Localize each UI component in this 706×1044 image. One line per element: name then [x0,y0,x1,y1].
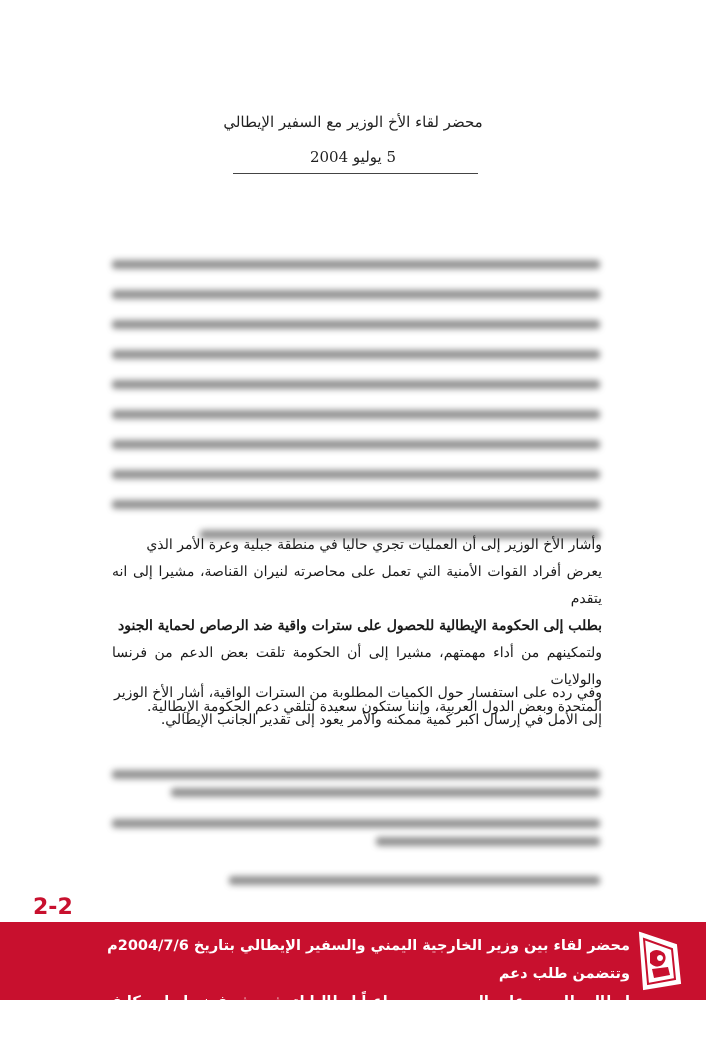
document-title: محضر لقاء الأخ الوزير مع السفير الإيطالي [223,113,483,131]
redacted-line [112,500,600,509]
document-date: 5 يوليو 2004 [309,148,397,166]
redacted-line [112,770,600,779]
paragraph-line: وفي رده على استفسار حول الكميات المطلوبة من السترات الواقية، أشار الأخ الوزير [113,685,602,701]
redacted-line [112,819,600,828]
redacted-line [376,837,600,846]
title-underline [233,173,478,174]
paragraph-line: بطلب إلى الحكومة الإيطالية للحصول على سترات واقية ضد الرصاص لحماية الجنود [118,618,602,634]
redacted-line [112,320,600,329]
redacted-line [112,350,600,359]
redacted-line [112,380,600,389]
caption-line: إيطالي للحرب على السيد حسين داعياً إيطاليا لتحذو حذو فرنسا وامريكا في الدعم [97,994,630,1038]
page-number: 2-2 [33,895,73,920]
paragraph-2 [112,680,602,734]
redacted-line [112,410,600,419]
redacted-line [229,876,600,885]
redacted-line [112,440,600,449]
paragraph-line: إلى الأمل في إرسال اكبر كمية ممكنه والأمر يعود إلى تقدير الجانب الإيطالي. [160,712,602,728]
caption-bar [0,922,706,1038]
paragraph-line: المتحدة وبعض الدول العربية، وإننا ستكون سعيدة لتلقي دعم الحكومة الإيطالية. [146,699,602,715]
redacted-block-bottom [112,770,600,906]
paragraph-line: يعرض أفراد القوات الأمنية التي تعمل على محاصرته لنيران القناصة، مشيرا إلى انه يتقدم [112,564,602,607]
paragraph-line: ولتمكينهم من أداء مهمتهم، مشيرا إلى أن الحكومة تلقت بعض الدعم من فرنسا والولايات [112,645,602,688]
redacted-block-top [112,260,600,560]
caption-line: محضر لقاء بين وزير الخارجية اليمني والسفير الإيطالي بتاريخ 2004/7/6م وتتضمن طلب دعم [107,938,630,982]
redacted-line [171,788,600,797]
redacted-line [112,260,600,269]
paragraph-line: وأشار الأخ الوزير إلى أن العمليات تجري حاليا في منطقة جبلية وعرة الأمر الذي [146,537,602,553]
redacted-line [112,290,600,299]
redacted-line [112,470,600,479]
caption-text [88,932,630,1044]
publisher-logo-icon [630,927,686,993]
